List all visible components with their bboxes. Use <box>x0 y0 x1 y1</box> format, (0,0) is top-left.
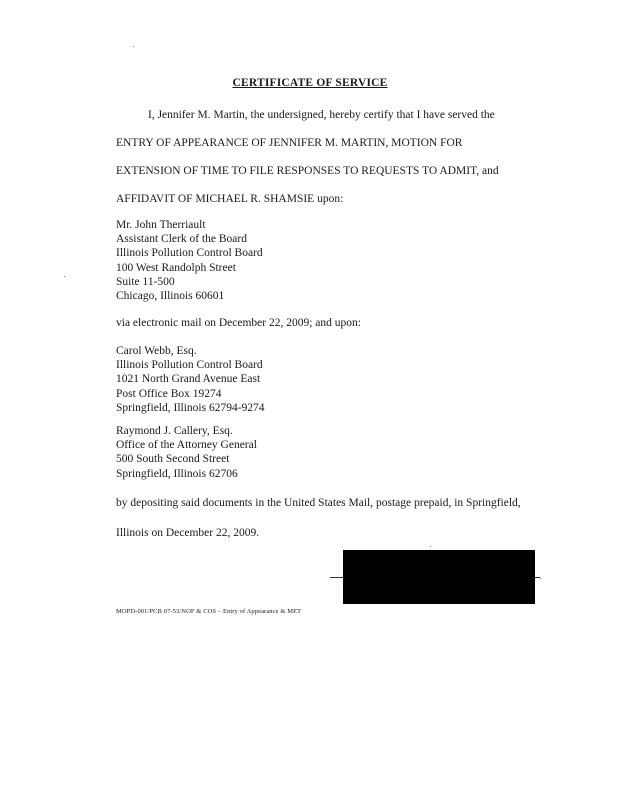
address-line: Office of the Attorney General <box>116 439 257 452</box>
closing-line-1: by depositing said documents in the United States Mail, postage prepaid, in Springfield, <box>116 497 521 509</box>
closing-line-2: Illinois on December 22, 2009. <box>116 527 260 539</box>
body-line-3: EXTENSION OF TIME TO FILE RESPONSES TO REQUESTS TO ADMIT, and <box>116 165 499 177</box>
body-line-2: ENTRY OF APPEARANCE OF JENNIFER M. MARTIN, MOTION FOR <box>116 137 463 149</box>
redacted-signature-block <box>343 550 535 604</box>
recipient-address-3 <box>116 424 257 481</box>
recipient-address-2 <box>116 344 265 415</box>
address-line: 500 South Second Street <box>116 453 230 466</box>
recipient-address-1 <box>116 218 263 303</box>
address-line: 100 West Randolph Street <box>116 261 236 274</box>
address-line: Carol Webb, Esq. <box>116 345 197 357</box>
scan-speck <box>430 546 431 547</box>
body-line-4: AFFIDAVIT OF MICHAEL R. SHAMSIE upon: <box>116 193 344 205</box>
body-line-1: I, Jennifer M. Martin, the undersigned, hereby certify that I have served the <box>148 109 495 121</box>
address-line: Post Office Box 19274 <box>116 387 222 400</box>
address-line: 1021 North Grand Avenue East <box>116 373 261 386</box>
scan-speck <box>64 276 65 277</box>
address-line: Illinois Pollution Control Board <box>116 359 263 372</box>
address-line: Mr. John Therriault <box>116 219 206 231</box>
address-line: Assistant Clerk of the Board <box>116 233 247 246</box>
document-footer: MOPD-001/PCB 07-53/NOF & COS – Entry of Appearance & MET <box>116 608 302 615</box>
address-line: Chicago, Illinois 60601 <box>116 290 225 303</box>
address-line: Suite 11-500 <box>116 275 175 288</box>
address-line: Springfield, Illinois 62706 <box>116 467 238 480</box>
address-line: Illinois Pollution Control Board <box>116 247 263 260</box>
scan-speck <box>133 46 134 47</box>
address-line: Raymond J. Callery, Esq. <box>116 425 233 437</box>
scan-speck <box>540 578 541 579</box>
document-title: CERTIFICATE OF SERVICE <box>232 77 388 89</box>
address-line: Springfield, Illinois 62794-9274 <box>116 401 265 414</box>
via-electronic-mail-line: via electronic mail on December 22, 2009; and upon: <box>116 317 361 329</box>
